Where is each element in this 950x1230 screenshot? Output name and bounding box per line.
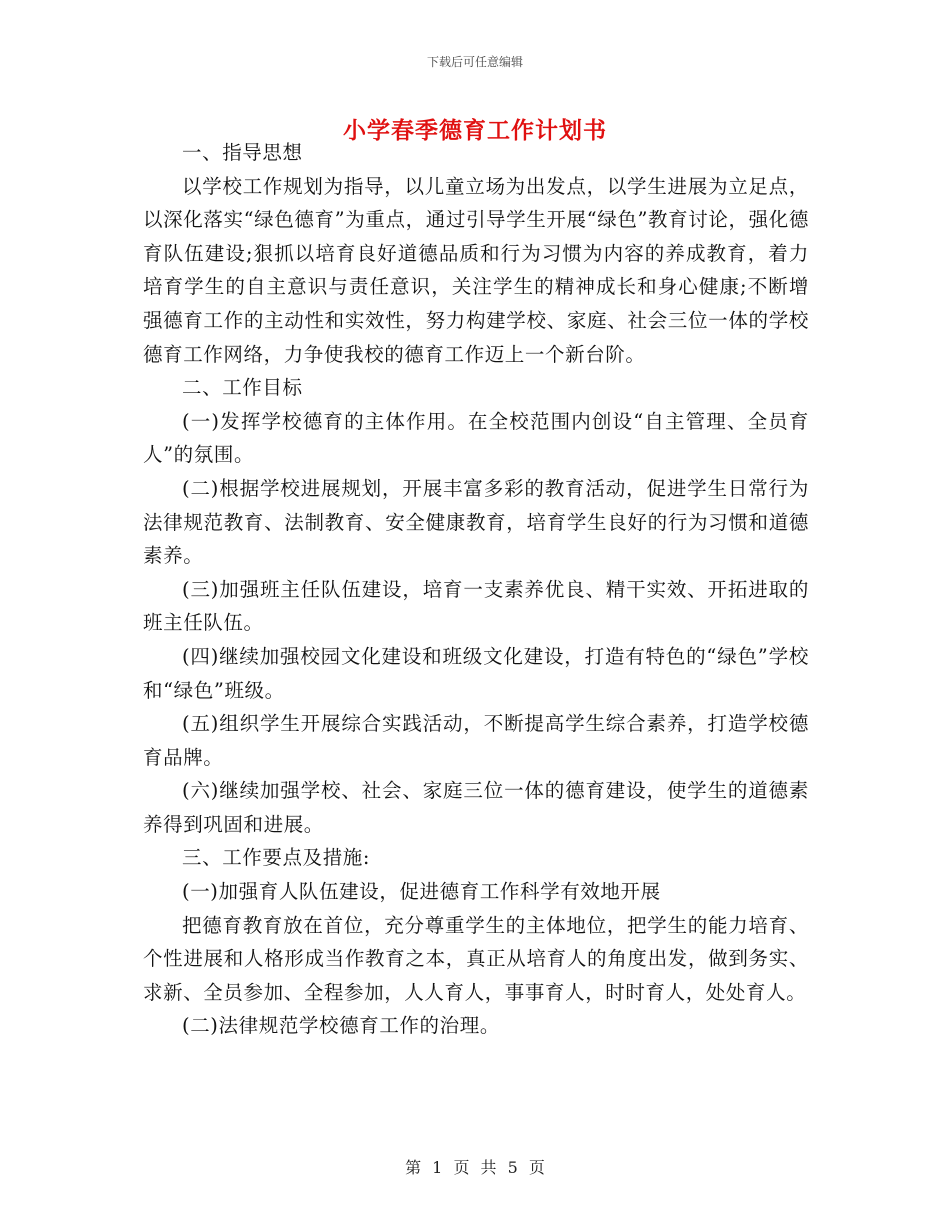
- goal-item-4: (四)继续加强校园文化建设和班级文化建设，打造有特色的“绿色”学校和“绿色”班级。: [143, 644, 809, 702]
- section-heading-guiding-thought: 一、指导思想: [182, 141, 303, 164]
- section-heading-work-goals: 二、工作目标: [182, 376, 303, 400]
- measure-item-2: (二)法律规范学校德育工作的治理。: [182, 1014, 500, 1038]
- goal-item-6: (六)继续加强学校、社会、家庭三位一体的德育建设，使学生的道德素养得到巩固和进展。: [143, 779, 809, 836]
- page-header-note: 下载后可任意编辑: [426, 55, 523, 69]
- goal-item-1: (一)发挥学校德育的主体作用。在全校范围内创设“自主管理、全员育人”的氛围。: [143, 409, 809, 467]
- measure-item-1: (一)加强育人队伍建设，促进德育工作科学有效地开展: [182, 880, 661, 904]
- body-paragraph: 以学校工作规划为指导，以儿童立场为出发点，以学生进展为立足点，以深化落实“绿色德育”为重点，通过引导学生开展“绿色”教育讨论，强化德育队伍建设;狠抓以培育良好道德品质和行为习惯为内容的养成教育，着力培育学生的自主意识与责任意识，关注学生的精神成长和身心健康;不断增强德育工作的主动性和实效性，努力构建学校、家庭、社会三位一体的学校德育工作网络，力争使我校的德育工作迈上一个新台阶。: [143, 174, 809, 366]
- goal-item-5: (五)组织学生开展综合实践活动，不断提高学生综合素养，打造学校德育品牌。: [143, 712, 809, 769]
- goal-item-3: (三)加强班主任队伍建设，培育一支素养优良、精干实效、开拓进取的班主任队伍。: [143, 577, 809, 635]
- section-heading-key-points: 三、工作要点及措施:: [182, 846, 371, 870]
- body-paragraph: 把德育教育放在首位，充分尊重学生的主体地位，把学生的能力培育、个性进展和人格形成当作教育之本，真正从培育人的角度出发，做到务实、求新、全员参加、全程参加，人人育人，事事育人，时时育人，处处育人。: [143, 913, 809, 1004]
- document-body: [143, 136, 809, 1043]
- goal-item-2: (二)根据学校进展规划，开展丰富多彩的教育活动，促进学生日常行为法律规范教育、法制教育、安全健康教育，培育学生良好的行为习惯和道德素养。: [143, 476, 809, 568]
- page-number-footer: 第 1 页 共 5 页: [405, 1158, 545, 1177]
- document-title: 小学春季德育工作计划书: [343, 117, 607, 144]
